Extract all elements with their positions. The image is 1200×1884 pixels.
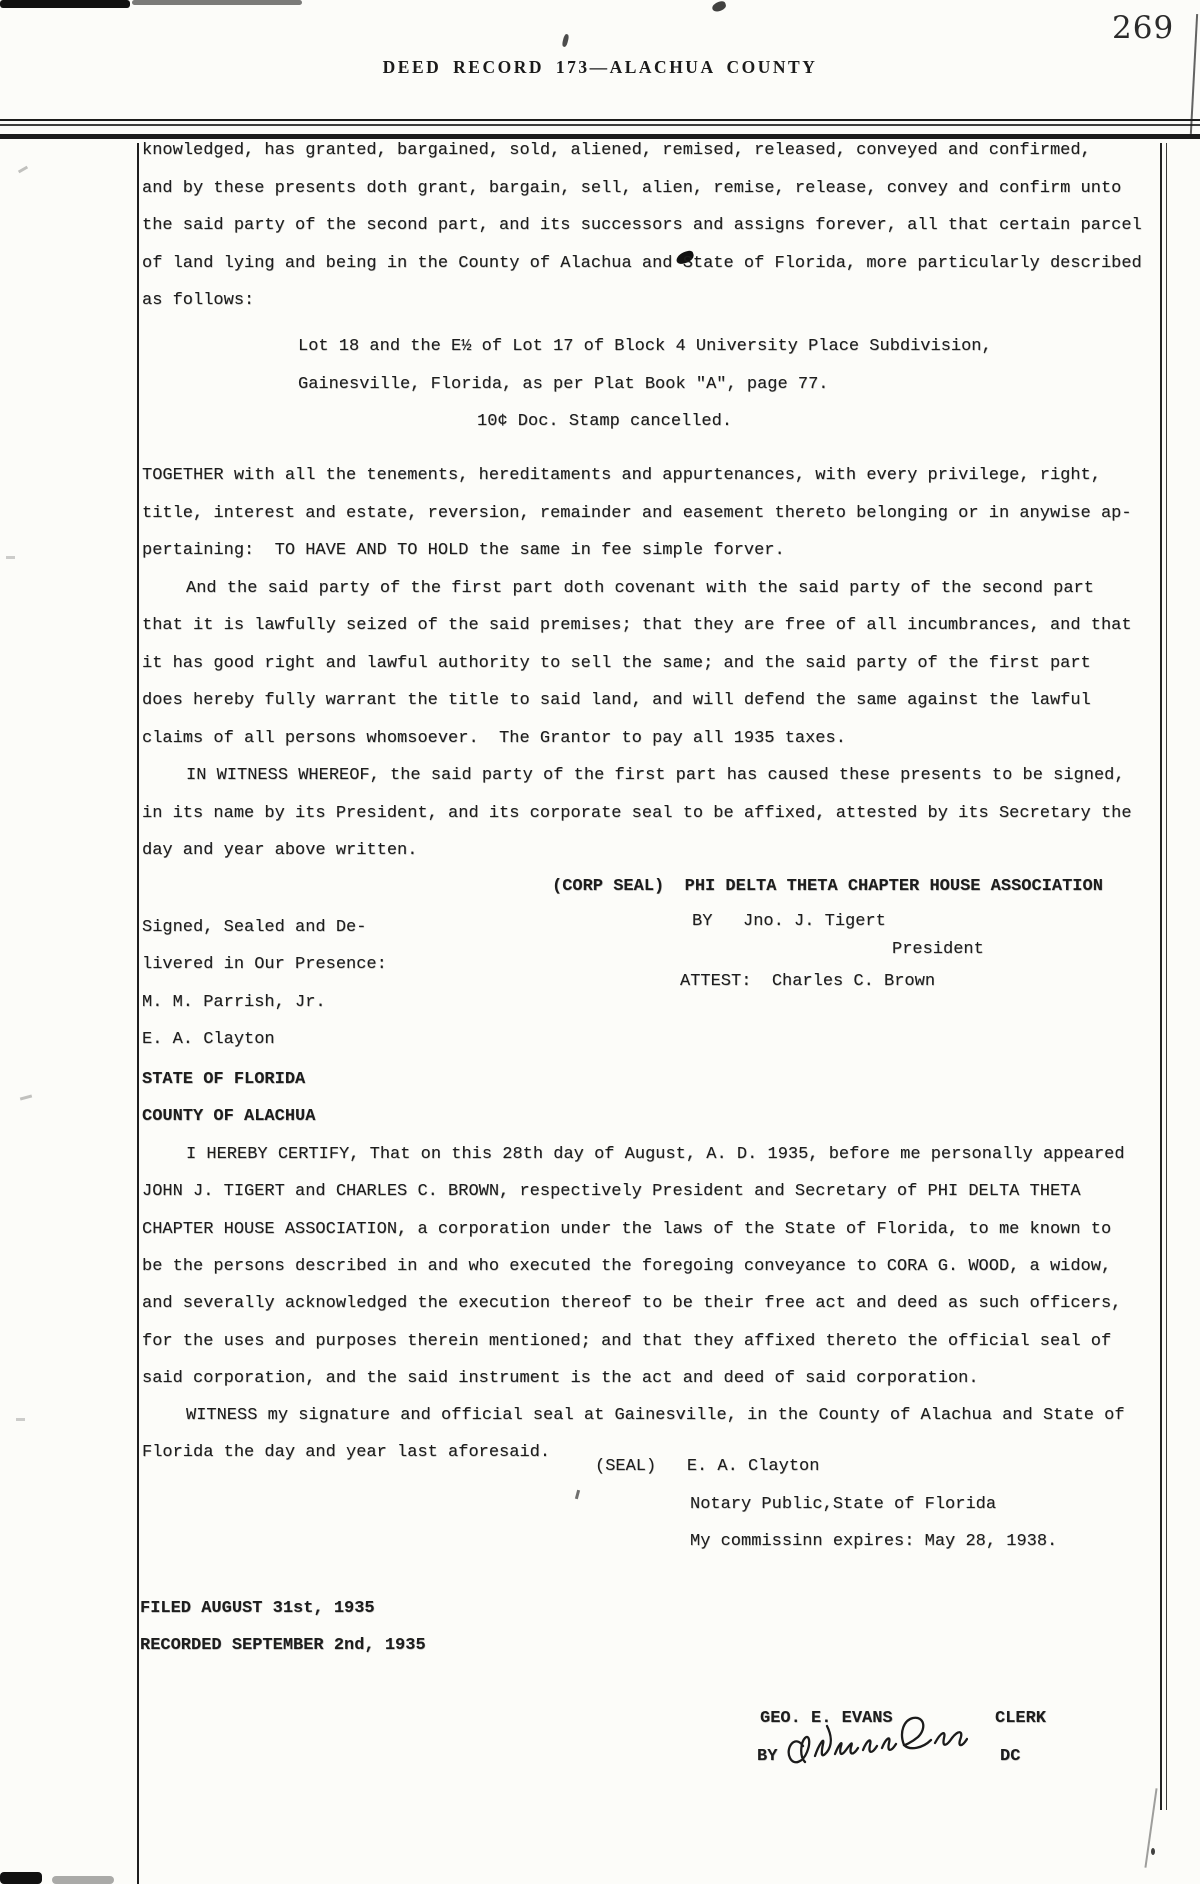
top-rule bbox=[0, 124, 1200, 126]
scan-artifact bbox=[132, 0, 302, 5]
deed-text-line: And the said party of the first part doth covenant with the said party of the second part bbox=[186, 579, 1094, 598]
deed-text-line: that it is lawfully seized of the said premises; that they are free of all incumbrances, and that bbox=[142, 616, 1132, 635]
deputy-clerk-signature bbox=[783, 1712, 968, 1772]
witness-block-line: Signed, Sealed and De- bbox=[142, 918, 367, 937]
clerk-title: CLERK bbox=[995, 1709, 1047, 1728]
county-caption: COUNTY OF ALACHUA bbox=[142, 1107, 316, 1126]
deed-text-line: in its name by its President, and its corporate seal to be affixed, attested by its Secretary the bbox=[142, 804, 1132, 823]
clerk-dc-label: DC bbox=[1000, 1747, 1021, 1766]
deed-text-line: IN WITNESS WHEREOF, the said party of the first part has caused these presents to be signed, bbox=[186, 766, 1125, 785]
witness-name: E. A. Clayton bbox=[142, 1030, 275, 1049]
page-header: DEED RECORD 173—ALACHUA COUNTY bbox=[382, 57, 818, 77]
president-title: President bbox=[892, 940, 984, 959]
deed-text-line: Florida the day and year last aforesaid. bbox=[142, 1443, 551, 1462]
scan-artifact bbox=[575, 1490, 580, 1499]
scan-artifact bbox=[711, 0, 727, 13]
scan-artifact bbox=[20, 1094, 32, 1100]
notary-title-line: Notary Public,State of Florida bbox=[690, 1495, 997, 1514]
scan-artifact bbox=[562, 34, 570, 48]
scan-artifact bbox=[52, 1876, 114, 1884]
right-margin-rule bbox=[1160, 143, 1167, 1810]
state-caption: STATE OF FLORIDA bbox=[142, 1070, 306, 1089]
deed-text-line: TOGETHER with all the tenements, hereditaments and appurtenances, with every privilege, right, bbox=[142, 466, 1101, 485]
deed-text-line: and by these presents doth grant, bargain, sell, alien, remise, release, convey and confirm unto bbox=[142, 179, 1122, 198]
deed-text-line: CHAPTER HOUSE ASSOCIATION, a corporation under the laws of the State of Florida, to me known to bbox=[142, 1220, 1112, 1239]
attest-signature-line: ATTEST: Charles C. Brown bbox=[680, 972, 936, 991]
deed-text-line: be the persons described in and who executed the foregoing conveyance to CORA G. WOOD, a widow, bbox=[142, 1257, 1112, 1276]
deed-text-line: the said party of the second part, and its successors and assigns forever, all that certain parcel bbox=[142, 216, 1142, 235]
clerk-by-label: BY bbox=[757, 1747, 778, 1766]
witness-name: M. M. Parrish, Jr. bbox=[142, 993, 326, 1012]
deed-text-line: knowledged, has granted, bargained, sold, aliened, remised, released, conveyed and confirmed, bbox=[142, 141, 1091, 160]
deed-text-line: it has good right and lawful authority to sell the same; and the said party of the first part bbox=[142, 654, 1091, 673]
recorded-date-line: RECORDED SEPTEMBER 2nd, 1935 bbox=[140, 1636, 426, 1655]
corp-seal-line: (CORP SEAL) PHI DELTA THETA CHAPTER HOUSE ASSOCIATION bbox=[552, 877, 1103, 896]
top-rule-heavy bbox=[0, 134, 1200, 139]
deed-text-line: WITNESS my signature and official seal at Gainesville, in the County of Alachua and State of bbox=[186, 1406, 1125, 1425]
scan-artifact bbox=[6, 556, 15, 559]
clerk-name: GEO. E. EVANS bbox=[760, 1709, 893, 1728]
deed-text-line: claims of all persons whomsoever. The Grantor to pay all 1935 taxes. bbox=[142, 729, 846, 748]
deed-text-line: said corporation, and the said instrument is the act and deed of said corporation. bbox=[142, 1369, 979, 1388]
filed-date-line: FILED AUGUST 31st, 1935 bbox=[140, 1599, 375, 1618]
left-margin-rule bbox=[137, 143, 139, 1884]
scan-artifact bbox=[1144, 1788, 1157, 1867]
doc-stamp-line: 10¢ Doc. Stamp cancelled. bbox=[477, 412, 733, 431]
notary-seal-line: (SEAL) E. A. Clayton bbox=[595, 1457, 820, 1476]
deed-text-line: as follows: bbox=[142, 291, 255, 310]
deed-text-line: JOHN J. TIGERT and CHARLES C. BROWN, respectively President and Secretary of PHI DELTA THETA bbox=[142, 1182, 1081, 1201]
deed-text-line: for the uses and purposes therein mentioned; and that they affixed thereto the official seal of bbox=[142, 1332, 1112, 1351]
notary-commission-line: My commissinn expires: May 28, 1938. bbox=[690, 1532, 1058, 1551]
scan-artifact bbox=[0, 1872, 42, 1884]
property-description-line: Lot 18 and the E½ of Lot 17 of Block 4 University Place Subdivision, bbox=[298, 337, 992, 356]
president-signature-line: BY Jno. J. Tigert bbox=[692, 912, 886, 931]
deed-text-line: and severally acknowledged the execution thereof to be their free act and deed as such officers, bbox=[142, 1294, 1122, 1313]
deed-text-line: title, interest and estate, reversion, remainder and easement thereto belonging or in anywise ap- bbox=[142, 504, 1132, 523]
deed-text-line: does hereby fully warrant the title to said land, and will defend the same against the lawful bbox=[142, 691, 1091, 710]
scan-artifact bbox=[0, 0, 130, 8]
deed-text-line: of land lying and being in the County of Alachua and State of Florida, more particularly described bbox=[142, 254, 1142, 273]
deed-text-line: pertaining: TO HAVE AND TO HOLD the same in fee simple forver. bbox=[142, 541, 785, 560]
witness-block-line: livered in Our Presence: bbox=[142, 955, 387, 974]
property-description-line: Gainesville, Florida, as per Plat Book "A", page 77. bbox=[298, 375, 829, 394]
scan-artifact bbox=[1151, 1848, 1155, 1855]
top-rule bbox=[0, 119, 1200, 121]
scan-artifact bbox=[18, 166, 28, 174]
scan-artifact bbox=[16, 1418, 25, 1421]
page-number: 269 bbox=[1112, 10, 1175, 46]
deed-text-line: day and year above written. bbox=[142, 841, 418, 860]
deed-text-line: I HEREBY CERTIFY, That on this 28th day of August, A. D. 1935, before me personally appeared bbox=[186, 1145, 1125, 1164]
